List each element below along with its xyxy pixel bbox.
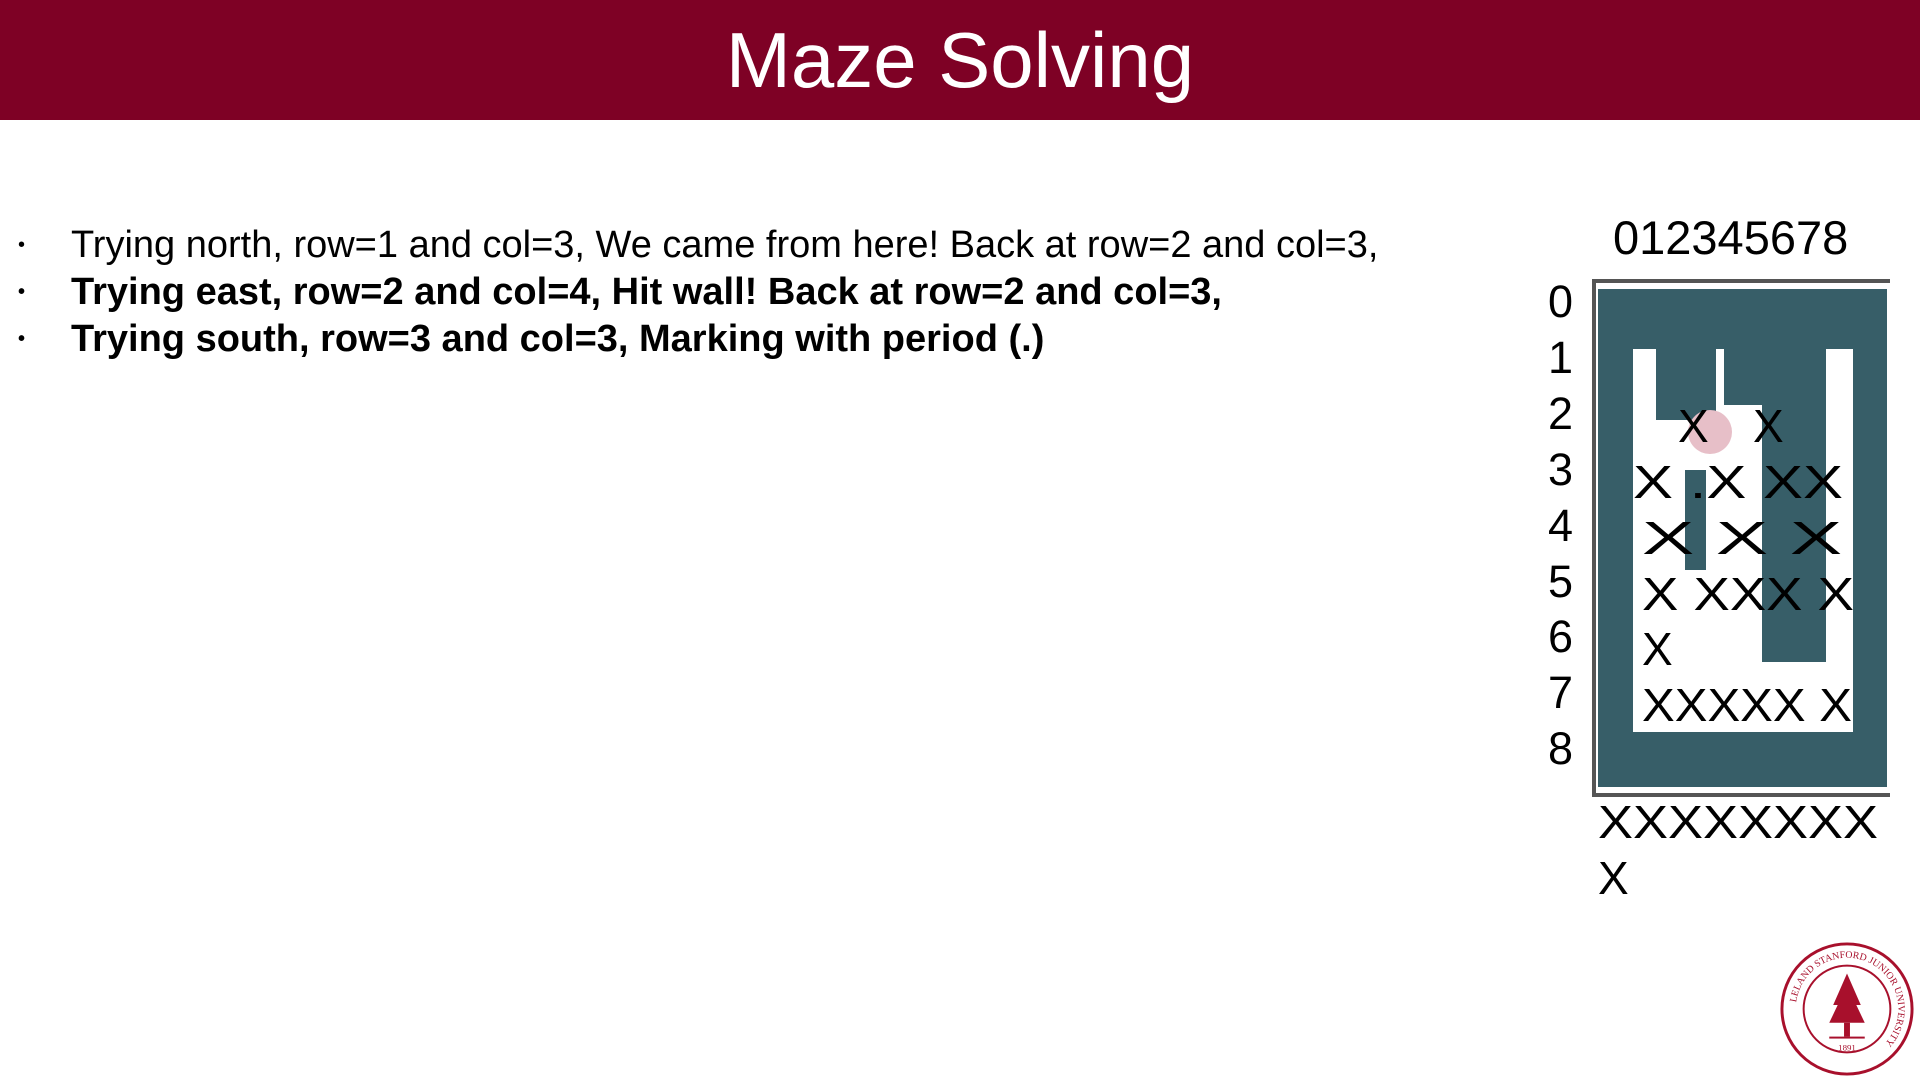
row-label-7: 7 [1548,667,1574,718]
maze-row-2-x2: X [1753,400,1784,452]
row-label-2: 2 [1548,388,1574,439]
maze-row-7-text: XXXXX X [1642,679,1852,731]
row-label-8: 8 [1548,723,1574,774]
bullet-item-3 [18,316,1478,363]
bullet-dot-icon: • [18,234,26,256]
maze-row-labels [1548,276,1573,774]
maze-column-header: 012345678 [1613,211,1849,264]
bullet-dot-icon: • [18,281,26,303]
university-seal-logo [1778,940,1916,1078]
maze-row-3-text: X .X XX [1633,456,1843,508]
maze-row-9-text: X [1598,852,1629,904]
bullet-item-1 [18,222,1478,269]
row-label-0: 0 [1548,276,1574,327]
bullet-text-2: Trying east, row=2 and col=4, Hit wall! Back at row=2 and col=3, [71,271,1222,313]
maze-row-2-x: X [1678,400,1709,452]
bullet-text-1: Trying north, row=1 and col=3, We came from here! Back at row=2 and col=3, [71,224,1379,266]
bullet-dot-icon: • [18,328,26,350]
row-label-5: 5 [1548,556,1574,607]
row-label-4: 4 [1548,500,1574,551]
maze-row-4-text: X X X [1642,512,1842,564]
maze-row-5-text: X XXX X [1642,568,1854,620]
bullet-item-2 [18,269,1478,316]
bullet-text-3: Trying south, row=3 and col=3, Marking with period (.) [71,318,1045,360]
slide-title: Maze Solving [725,16,1195,104]
row-label-1: 1 [1548,332,1574,383]
row-label-3: 3 [1548,444,1574,495]
maze-row-8-text: XXXXXXXX [1598,796,1878,848]
maze-row-6-text: X [1642,623,1673,675]
seal-year: 1891 [1838,1042,1856,1053]
row-label-6: 6 [1548,611,1574,662]
seal-ring-text: LELAND STANFORD JUNIOR UNIVERSITY [1788,949,1907,1049]
maze-diagram [1530,210,1890,910]
bullet-list [18,222,1478,363]
